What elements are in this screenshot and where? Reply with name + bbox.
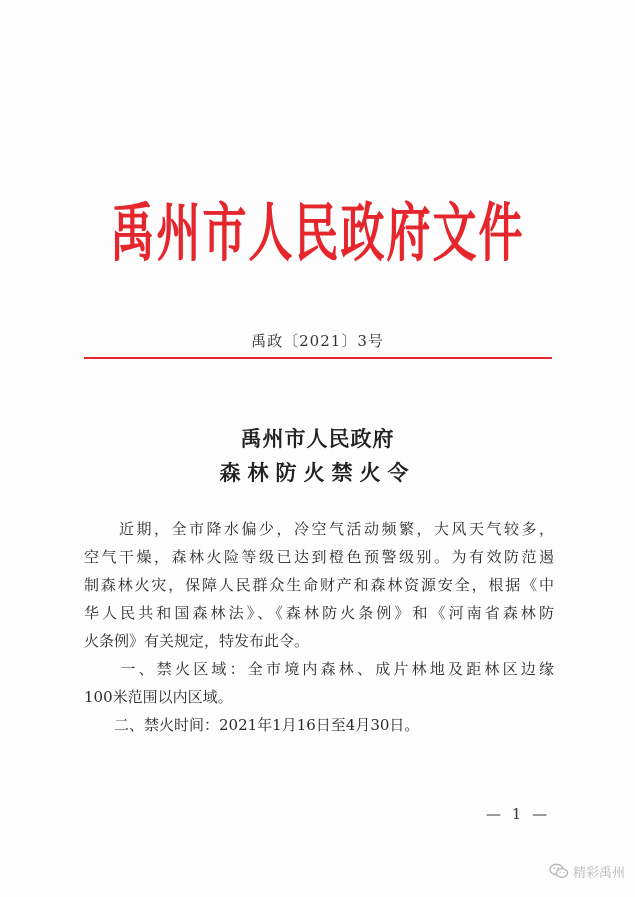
body-line: 100米范围以内区域。 (84, 688, 233, 706)
document-body (84, 515, 554, 739)
body-line: 火条例》有关规定，特发布此令。 (84, 632, 310, 650)
order-title: 森林防火禁火令 (219, 460, 416, 485)
watermark-text: 精彩禹州 (572, 865, 625, 881)
body-line: 制森林火灾，保障人民群众生命财产和森林资源安全，根据《中 (84, 576, 554, 594)
page-number: — 1 — (486, 805, 551, 823)
document-number: 禹政〔2021〕3号 (251, 332, 384, 350)
document-header-title: 禹州市人民政府文件 (110, 197, 525, 272)
issuer-title: 禹州市人民政府 (240, 426, 395, 451)
red-divider-line (84, 357, 552, 359)
wechat-icon (549, 863, 569, 879)
watermark (549, 860, 625, 882)
body-line: 空气干燥，森林火险等级已达到橙色预警级别。为有效防范遏 (84, 548, 554, 566)
body-line: 近期，全市降水偏少，冷空气活动频繁，大风天气较多， (84, 520, 554, 538)
body-line: 一、禁火区域：全市境内森林、成片林地及距林区边缘 (84, 660, 554, 678)
body-line: 二、禁火时间：2021年1月16日至4月30日。 (84, 716, 420, 734)
body-line: 华人民共和国森林法》、《森林防火条例》和《河南省森林防 (84, 604, 554, 622)
